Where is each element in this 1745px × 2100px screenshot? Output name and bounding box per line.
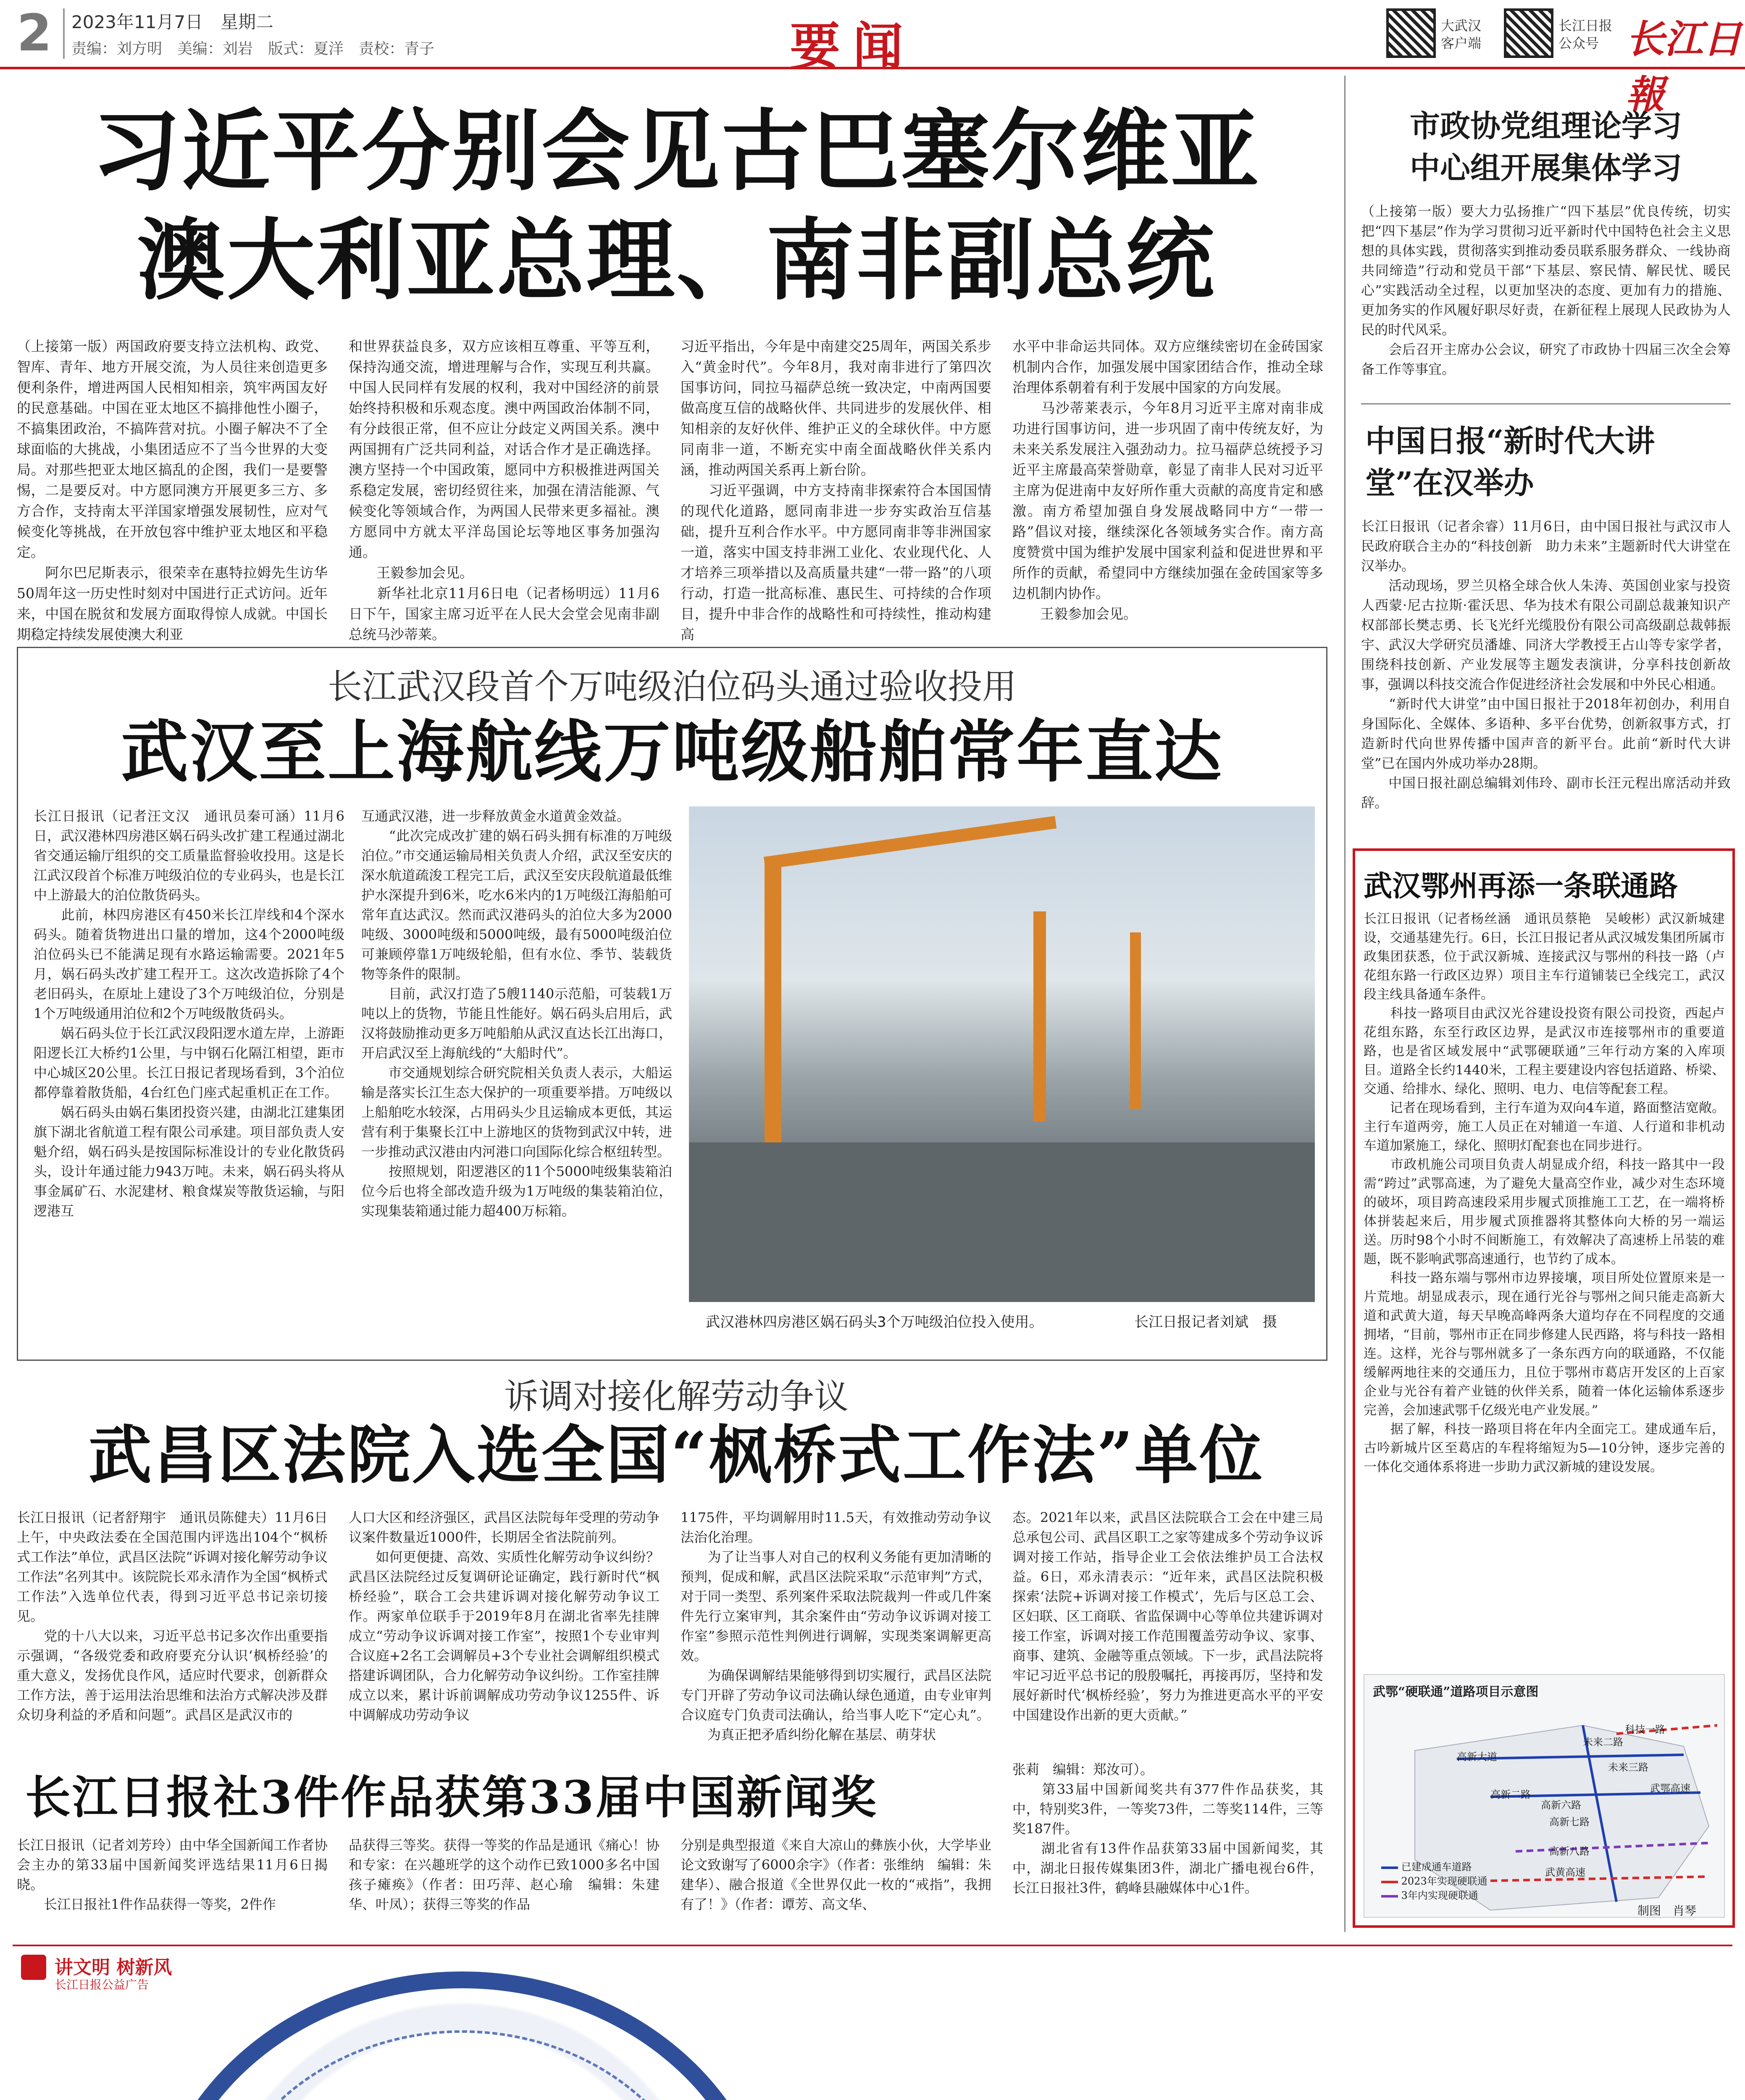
port-photo[interactable] — [689, 806, 1315, 1302]
map-label: 武黄高速 — [1545, 1866, 1585, 1878]
crane-image — [765, 857, 781, 1151]
crane-image — [1130, 932, 1141, 1109]
divider — [1361, 403, 1731, 404]
right-top-body: （上接第一版）要大力弘扬推广“四下基层”优良传统，切实把“四下基层”作为学习贯彻习近平新时代中国特色社会主义思想的具体实践，贯彻落实到推动委员联系服务群众、一线协商 共同缔造”行动和党员干部“下基层、察民情、解民忧、暖民心”实践活动全过程，以更加坚决的态度、更加有力的措施、更加务实的作风履好职尽好责，在新征程上展现人民政协为人民的时代风采。 会后召开主席办公会议，研究了市政协十四届三次全会筹备工作等事宜。 — [1361, 203, 1731, 377]
public-service-ad — [13, 1945, 1732, 2100]
legend-swatch — [1381, 1895, 1398, 1898]
right-mid-headline[interactable]: 中国日报“新时代大讲 堂”在汉举办 — [1365, 423, 1655, 501]
award-col-2: 品获得三等奖。获得一等奖的作品是通讯《痛心！协和专家：在兴趣班学的这个动作已致1000多名中国孩子瘫痪》（作者：田巧萍、赵心瑜 编辑：朱建华、叶凤）；获得三等奖的作品 — [349, 1837, 660, 1912]
qr-label-2: 长江日报 公众号 — [1558, 18, 1613, 51]
legend-swatch — [1381, 1866, 1398, 1869]
legend-swatch — [1381, 1881, 1398, 1883]
road-map[interactable] — [1364, 1674, 1725, 1918]
lead-col-1: （上接第一版）两国政府要支持立法机构、政党、智库、青年、地方开展交流，为人员往来创造更多便利条件，增进两国人民相知相亲，筑牢两国友好的民意基础。中国在亚太地区不搞排他性小圈子，不搞集团政治，不搞阵营对抗。小圈子解决不了全球面临的大挑战，小集团适应不了当今世界的大变局。对那些把亚太地区搞乱的企图，我们一是要警惕，二是要反对。中方愿同澳方开展更多三方、多方合作，支持南太平洋国家增强发展韧性，应对气候变化等挑战，在开放包容中维护亚太地区和平稳定。 阿尔巴尼斯表示，很荣幸在惠特拉姆先生访华50周年这一历史性时刻对中国进行正式访问。近年来，中国在脱贫和发展方面取得惊人成就。中国长期稳定持续发展使澳大利亚 — [17, 338, 328, 643]
map-legend: 已建成通车道路 2023年实现硬联通 3年内实现硬联通 — [1381, 1860, 1487, 1903]
map-title: 武鄂“硬联通”道路项目示意图 — [1373, 1685, 1539, 1699]
page-number: 2 — [17, 4, 52, 63]
award-col-1: 长江日报讯（记者刘芳玲）由中华全国新闻工作者协会主办的第33届中国新闻奖评选结果11月6日揭晓。 长江日报社1件作品获得一等奖，2件作 — [17, 1837, 328, 1912]
ad-tag-title: 讲文明 树新风 — [55, 1957, 172, 1978]
award-col-3: 分别是典型报道《来自大凉山的彝族小伙，大学毕业论文致谢写了6000余字》（作者：张维纳 编辑：朱建华）、融合报道《全世界仅此一枚的“戒指”，我拥有了！》（作者：谭芳、高文华、 — [681, 1837, 991, 1912]
map-label: 高新七路 — [1549, 1816, 1590, 1828]
port-headline[interactable]: 武汉至上海航线万吨级船舶常年直达 — [121, 712, 1223, 791]
court-col-1: 长江日报讯（记者舒翔宇 通讯员陈健夫）11月6日上午，中央政法委在全国范围内评选出104个“枫桥式工作法”单位，武昌区法院“诉调对接化解劳动争议工作法”名列其中。该院院长邓永清作为全国“枫桥式工作法”入选单位代表，得到习近平总书记亲切接见。 党的十八大以来，习近平总书记多次作出重要指示强调，“各级党委和政府要充分认识‘枫桥经验’的重大意义，发扬优良作风，适应时代要求，创新群众工作方法，善于运用法治思维和法治方式解决涉及群众切身利益的矛盾和问题”。武昌区是武汉市的 — [17, 1509, 328, 1723]
ezhou-road-box — [1353, 848, 1735, 1928]
crane-image — [1033, 911, 1046, 1121]
qr-label-1: 大武汉 客户端 — [1441, 18, 1482, 51]
date-line: 2023年11月7日 星期二 — [71, 12, 274, 32]
qr-code-icon[interactable] — [1504, 8, 1553, 58]
right-mid-body: 长江日报讯（记者余睿）11月6日，由中国日报社与武汉市人民政府联合主办的“科技创新 助力未来”主题新时代大讲堂在汉举办。 活动现场，罗兰贝格全球合伙人朱涛、英国创业家与投资人西蒙·尼古拉斯·霍沃思、华为技术有限公司副总裁兼知识产权部部长樊志勇、长飞光纤光缆股份有限公司高级副总裁韩振宇、武汉大学研究员潘雄、同济大学教授王占山等专家学者，围绕科技创新、产业发展等主题发表演讲，分享科技创新故事，强调以科技交流合作促进经济社会发展和中外民心相通。 “新时代大讲堂”由中国日报社于2018年初创办，利用自身国际化、全媒体、多语种、多平台优势，创新叙事方式，打造新时代向世界传播中国声音的新平台。此前“新时代大讲堂”已在国内外成功举办28期。 中国日报社副总编辑刘伟玲、副市长汪元程出席活动并致辞。 — [1361, 518, 1731, 811]
award-headline[interactable]: 长江日报社3件作品获第33届中国新闻奖 — [25, 1771, 878, 1824]
port-subtitle: 长江武汉段首个万吨级泊位码头通过验收投用 — [327, 667, 1017, 707]
port-col-1: 长江日报讯（记者汪文汉 通讯员秦可涵）11月6日，武汉港林四房港区娲石码头改扩建工程通过湖北省交通运输厅组织的交工质量监督验收投用。这是长江武汉段首个标准万吨级泊位的专业码头，也是长江中上游最大的泊位散货码头。 此前，林四房港区有450米长江岸线和4个深水码头。随着货物进出口量的增加，这4个2000吨级泊位码头已不能满足现有水路运输需要。2021年5月，娲石码头改扩建工程开工。这次改造拆除了4个老旧码头，在原址上建设了3个万吨级泊位，分别是1个万吨级通用泊位和2个万吨级散货码头。 娲石码头位于长江武汉段阳逻水道左岸，上游距阳逻长江大桥约1公里，与中钢石化隔江相望，距市中心城区20公里。长江日报记者现场看到，3个泊位都停靠着散货船，4台红色门座式起重机正在工作。 娲石码头由娲石集团投资兴建，由湖北江建集团旗下湖北省航道工程有限公司承建。项目部负责人安魁介绍，娲石码头是按国际标准设计的专业化散货码头，设计年通过能力943万吨。未来，娲石码头将从事金属矿石、水泥建材、粮食煤炭等散货运输，与阳逻港互 — [34, 808, 344, 1219]
court-col-2: 人口大区和经济强区，武昌区法院每年受理的劳动争议案件数量近1000件，长期居全省法院前列。 如何更便捷、高效、实质性化解劳动争议纠纷？武昌区法院经过反复调研论证确定，践行新时代“枫桥经验”，联合工会共建诉调对接化解劳动争议工作。两家单位联手于2019年8月在湖北省率先挂牌成立“劳动争议诉调对接工作室”，按照1个专业审判合议庭+2名工会调解员+3个专业社会调解组织模式搭建诉调团队，合力化解劳动争议纠纷。工作室挂牌成立以来，累计诉前调解成功劳动争议1255件、诉中调解成功劳动争议 — [349, 1509, 660, 1723]
ad-tag-sub: 长江日报公益广告 — [55, 1978, 149, 1992]
map-label: 武鄂高速 — [1650, 1782, 1690, 1794]
map-label: 高新八路 — [1549, 1845, 1590, 1857]
ad-tag-icon — [21, 1955, 46, 1980]
port-col-2: 互通武汉港，进一步释放黄金水道黄金效益。 “此次完成改扩建的娲石码头拥有标准的万吨级泊位。”市交通运输局相关负责人介绍，武汉至安庆的深水航道疏浚工程完工后，武汉至安庆段航道最低维护水深提升到6米，吃水6米内的1万吨级江海船舶可常年直达武汉。然而武汉港码头的泊位大多为2000吨级、3000吨级和5000吨级，最有5000吨级泊位可兼顾停靠1万吨级轮船，但有水位、季节、装载货物等条件的限制。 目前，武汉打造了5艘1140示范船，可装载1万吨以上的货物，节能且性能好。娲石码头启用后，武汉将鼓励推动更多万吨船舶从武汉直达长江出海口，开启武汉至上海航线的“大船时代”。 市交通规划综合研究院相关负责人表示，大船运输是落实长江生态大保护的一项重要举措。万吨级以上船舶吃水较深，占用码头少且运输成本更低，其运营有利于集聚长江中上游地区的货物到武汉中转，进一步推动武汉港由内河港口向国际化综合枢纽转型。 按照规划，阳逻港区的11个5000吨级集装箱泊位今后也将全部改造升级为1万吨级的集装箱泊位，实现集装箱通过能力超400万标箱。 — [361, 808, 672, 1219]
ezhou-road-body: 长江日报讯（记者杨丝涵 通讯员蔡艳 吴峻彬）武汉新城建设，交通基建先行。6日，长江日报记者从武汉城发集团所属市政集团获悉，位于武汉新城、连接武汉与鄂州的科技一路（卢花组东路一行政区边界）项目主车行道铺装已全线完工，武汉段主线具备通车条件。 科技一路项目由武汉光谷建设投资有限公司投资，西起卢花组东路，东至行政区边界，是武汉市连接鄂州市的重要道路，也是省区域发展中“武鄂硬联通”三年行动方案的入库项目。道路全长约1440米，工程主要建设内容包括道路、桥梁、交通、给排水、绿化、照明、电力、电信等配套工程。 记者在现场看到，主行车道为双向4车道，路面整洁宽敞。主行车道两旁，施工人员正在对辅道一车道、人行道和非机动车道加紧施工，绿化、照明灯配套也在同步进行。 市政机施公司项目负责人胡显成介绍，科技一路其中一段需“跨过”武鄂高速，为了避免大量高空作业，减少对生态环境的破坏，项目跨高速段采用步履式顶推施工工艺，在一端将桥体拼装起来后，用步履式顶推器将其整体向大桥的另一端运送。历时98个小时不间断施工，有效解决了高速桥上吊装的难题，既不影响武鄂高速通行，也节约了成本。 科技一路东端与鄂州市边界接壤，项目所处位置原来是一片荒地。胡显成表示，现在通行光谷与鄂州之间只能走高新大道和武黄大道，每天早晚高峰两条大道均存在不同程度的交通拥堵，“目前，鄂州市正在同步修建人民西路，将与科技一路相连。这样，光谷与鄂州就多了一条东西方向的联通路，不仅能缓解两地往来的交通压力，且位于鄂州市葛店开发区的上百家企业与光谷有着产业链的伙伴关系，随着一体化运输体系逐步完善，会加速武鄂千亿级光电产业发展。” 据了解，科技一路项目将在年内全面完工。建成通车后，古吟新城片区至葛店的车程将缩短为5—10分钟，逐步完善的一体化交通体系将进一步助力武汉新城的建设发展。 — [1364, 911, 1725, 1475]
award-col-4: 张莉 编辑：郑汝可）。 第33届中国新闻奖共有377件作品获奖，其中，特别奖3件，一等奖73件，二等奖114件，三等奖187件。 湖北省有13件作品获第33届中国新闻奖，其中，湖北日报传媒集团3件，湖北广播电视台6件，长江日报社3件，鹤峰县融媒体中心1件。 — [1012, 1761, 1323, 1896]
page-header — [0, 0, 1745, 117]
right-top-headline[interactable]: 市政协党组理论学习 中心组开展集体学习 — [1409, 108, 1682, 186]
court-col-3: 1175件，平均调解用时11.5天，有效推动劳动争议法治化治理。 为了让当事人对自己的权利义务能有更加清晰的预判，促成和解，武昌区法院采取“示范审判”方式，对于同一类型、系列案件采取法院裁判一件或几件案件先行立案审判，其余案件由“劳动争议诉调对接工作室”参照示范性判例进行调解，实现类案调解更高效。 为确保调解结果能够得到切实履行，武昌区法院专门开辟了劳动争议司法确认绿色通道，由专业审判合议庭专门负责司法确认，给当事人吃下“定心丸”。 为真正把矛盾纠纷化解在基层、萌芽状 — [681, 1509, 991, 1743]
ezhou-road-headline[interactable]: 武汉鄂州再添一条联通路 — [1364, 869, 1678, 903]
map-label: 高新大道 — [1457, 1751, 1497, 1763]
photo-caption: 武汉港林四房港区娲石码头3个万吨级泊位投入使用。 — [706, 1314, 1043, 1331]
qr-code-icon[interactable] — [1386, 8, 1436, 58]
lead-col-4: 水平中非命运共同体。双方应继续密切在金砖国家机制内合作，加强发展中国家团结合作，推动全球治理体系朝着有利于发展中国家的方向发展。 马沙蒂莱表示，今年8月习近平主席对南非成功进行国事访问，进一步巩固了南中传统友好，为未来关系发展注入强劲动力。拉马福萨总统授予习近平主席最高荣誉勋章，彰显了南非人民对习近平主席为促进南中友好所作重大贡献的高度肯定和感激。南方希望加强自身发展战略同中方“一带一路”倡议对接，继续深化各领域务实合作。南方高度赞赏中国为维护发展中国家利益和促进世界和平所作的贡献，希望同中方继续加强在金砖国家等多边机制内协作。 王毅参加会见。 — [1012, 338, 1323, 622]
lead-headline[interactable]: 习近平分别会见古巴塞尔维亚 澳大利亚总理、南非副总统 — [92, 99, 1261, 312]
map-label: 高新六路 — [1541, 1799, 1581, 1811]
section-title: 要闻 — [790, 17, 916, 76]
court-subtitle: 诉调对接化解劳动争议 — [504, 1377, 849, 1417]
dock-image — [689, 1142, 1315, 1302]
crane-image — [764, 816, 1056, 869]
court-headline[interactable]: 武昌区法院入选全国“枫桥式工作法”单位 — [88, 1418, 1264, 1492]
lead-col-2: 和世界获益良多，双方应该相互尊重、平等互利，保持沟通交流，增进理解与合作，实现互利共赢。中国人民同样有发展的权利，我对中国经济的前景始终持积极和乐观态度。澳中两国政治体制不同，有分歧很正常，但不应让分歧定义两国关系。澳中两国拥有广泛共同利益，对话合作才是正确选择。澳方坚持一个中国政策，愿同中方积极推进两国关系稳定发展，密切经贸往来，加强在清洁能源、气候变化等领域合作，为两国人民带来更多福祉。澳方愿同中方就太平洋岛国论坛等地区事务加强沟通。 王毅参加会见。 新华社北京11月6日电（记者杨明远）11月6日下午，国家主席习近平在人民大会堂会见南非副总统马沙蒂莱。 — [349, 338, 660, 643]
lead-col-3: 习近平指出，今年是中南建交25周年，两国关系步入“黄金时代”。今年8月，我对南非进行了第四次国事访问，同拉马福萨总统一致决定，中南两国要做高度互信的战略伙伴、共同进步的发展伙伴、相知相亲的友好伙伴、维护正义的全球伙伴。中方愿同南非一道，不断充实中南全面战略伙伴关系内涵，推动两国关系再上新台阶。 习近平强调，中方支持南非探索符合本国国情的现代化道路，愿同南非进一步夯实政治互信基础，提升互利合作水平。中方愿同南非等非洲国家一道，落实中国支持非洲工业化、农业现代化、人才培养三项举措以及高质量共建“一带一路”的八项行动，打造一批高标准、惠民生、可持续的合作项目，提升中非合作的战略性和可持续性，推动构建高 — [681, 338, 991, 643]
photo-credit: 长江日报记者刘斌 摄 — [1134, 1314, 1277, 1331]
newspaper-logo: 长江日報 — [1626, 16, 1742, 117]
column-divider — [1344, 76, 1346, 1932]
court-col-4: 态。2021年以来，武昌区法院联合工会在中建三局总承包公司、武昌区职工之家等建成多个劳动争议诉调对接工作站，指导企业工会依法维护员工合法权益。6日，邓永清表示：“近年来，武昌区法院积极探索‘法院+诉调对接工作模式’，先后与区总工会、区妇联、区工商联、省监保调中心等单位共建诉调对接工作室，诉调对接工作范围覆盖劳动争议、家事、商事、建筑、金融等重点领域。下一步，武昌法院将牢记习近平总书记的殷殷嘱托，再接再厉，坚持和发展好新时代‘枫桥经验’，努力为推进更高水平的平安中国建设作出新的更大贡献。” — [1012, 1509, 1323, 1723]
map-label: 科技一路 — [1625, 1724, 1665, 1735]
map-label: 未来二路 — [1583, 1736, 1623, 1748]
map-credit: 制图 肖琴 — [1637, 1904, 1697, 1918]
map-label: 未来三路 — [1608, 1761, 1648, 1773]
map-label: 高新二路 — [1490, 1789, 1531, 1801]
staff-line: 责编：刘方明 美编：刘岩 版式：夏洋 责校：青子 — [71, 40, 435, 58]
